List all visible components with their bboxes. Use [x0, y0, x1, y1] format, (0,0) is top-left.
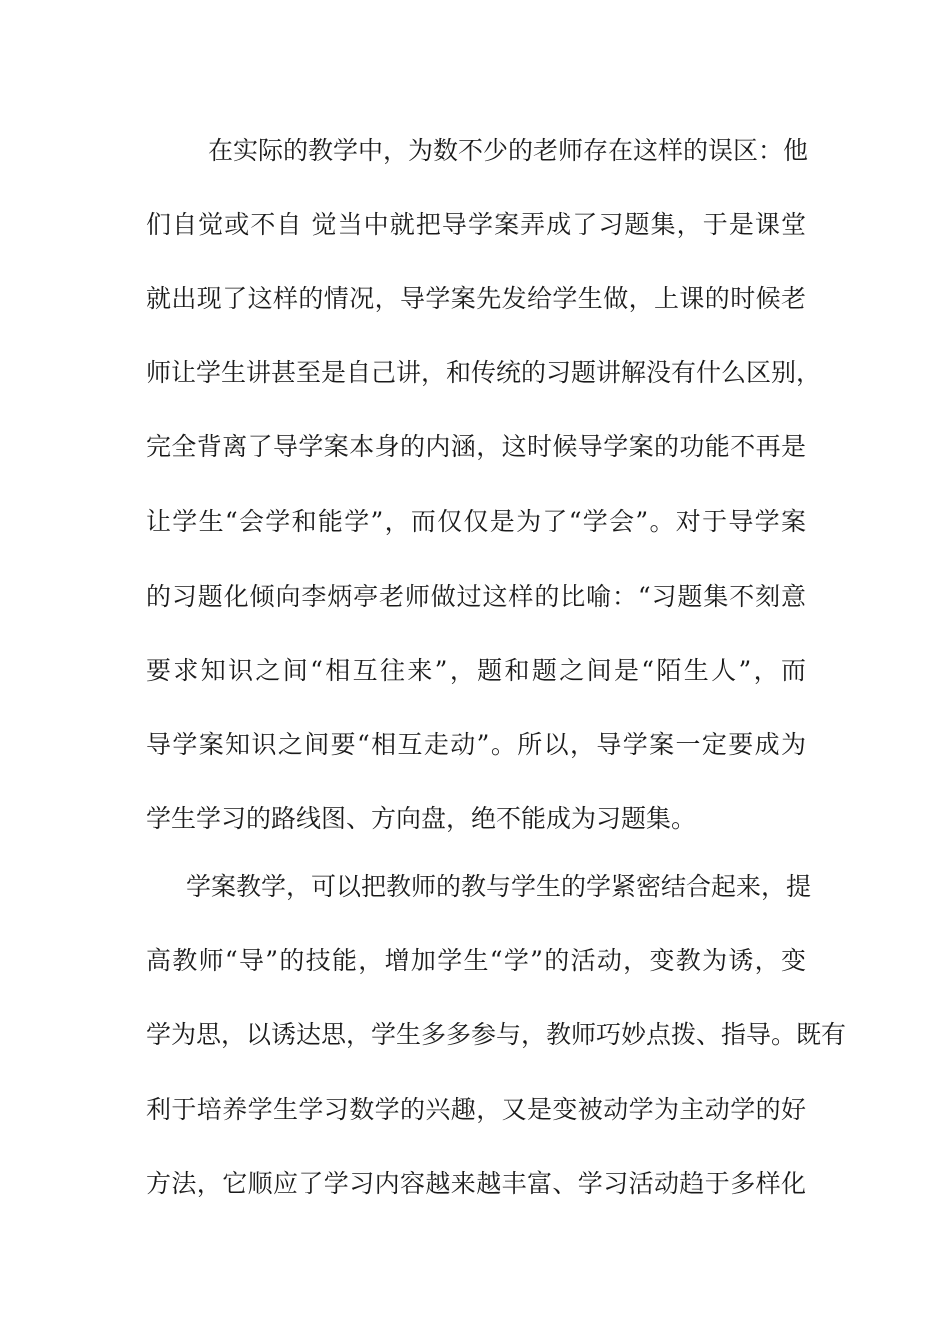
text-line: 让学生“会学和能学”，而仅仅是为了“学会”。对于导学案 [146, 507, 806, 536]
text-line: 学案教学，可以把教师的教与学生的学紧密结合起来，提 [186, 872, 812, 901]
text-line: 就出现了这样的情况，导学案先发给学生做，上课的时候老 [146, 284, 806, 313]
text-line: 学为思，以诱达思，学生多多参与，教师巧妙点拨、指导。既有 [146, 1020, 847, 1049]
text-line: 师让学生讲甚至是自己讲，和传统的习题讲解没有什么区别， [146, 358, 822, 387]
text-line: 们自觉或不自 觉当中就把导学案弄成了习题集，于是课堂 [146, 210, 806, 239]
text-line: 利于培养学生学习数学的兴趣，又是变被动学为主动学的好 [146, 1095, 806, 1124]
text-line: 的习题化倾向李炳亭老师做过这样的比喻：“习题集不刻意 [146, 582, 806, 611]
text-line: 要求知识之间“相互往来”，题和题之间是“陌生人”，而 [146, 656, 806, 685]
text-line: 在实际的教学中，为数不少的老师存在这样的误区：他 [208, 136, 809, 165]
text-line: 学生学习的路线图、方向盘，绝不能成为习题集。 [146, 804, 697, 833]
text-line: 导学案知识之间要“相互走动”。所以，导学案一定要成为 [146, 730, 806, 759]
text-line: 完全背离了导学案本身的内涵，这时候导学案的功能不再是 [146, 432, 806, 461]
text-line: 方法，它顺应了学习内容越来越丰富、学习活动趋于多样化 [146, 1169, 806, 1198]
text-line: 高教师“导”的技能，增加学生“学”的活动，变教为诱，变 [146, 946, 806, 975]
